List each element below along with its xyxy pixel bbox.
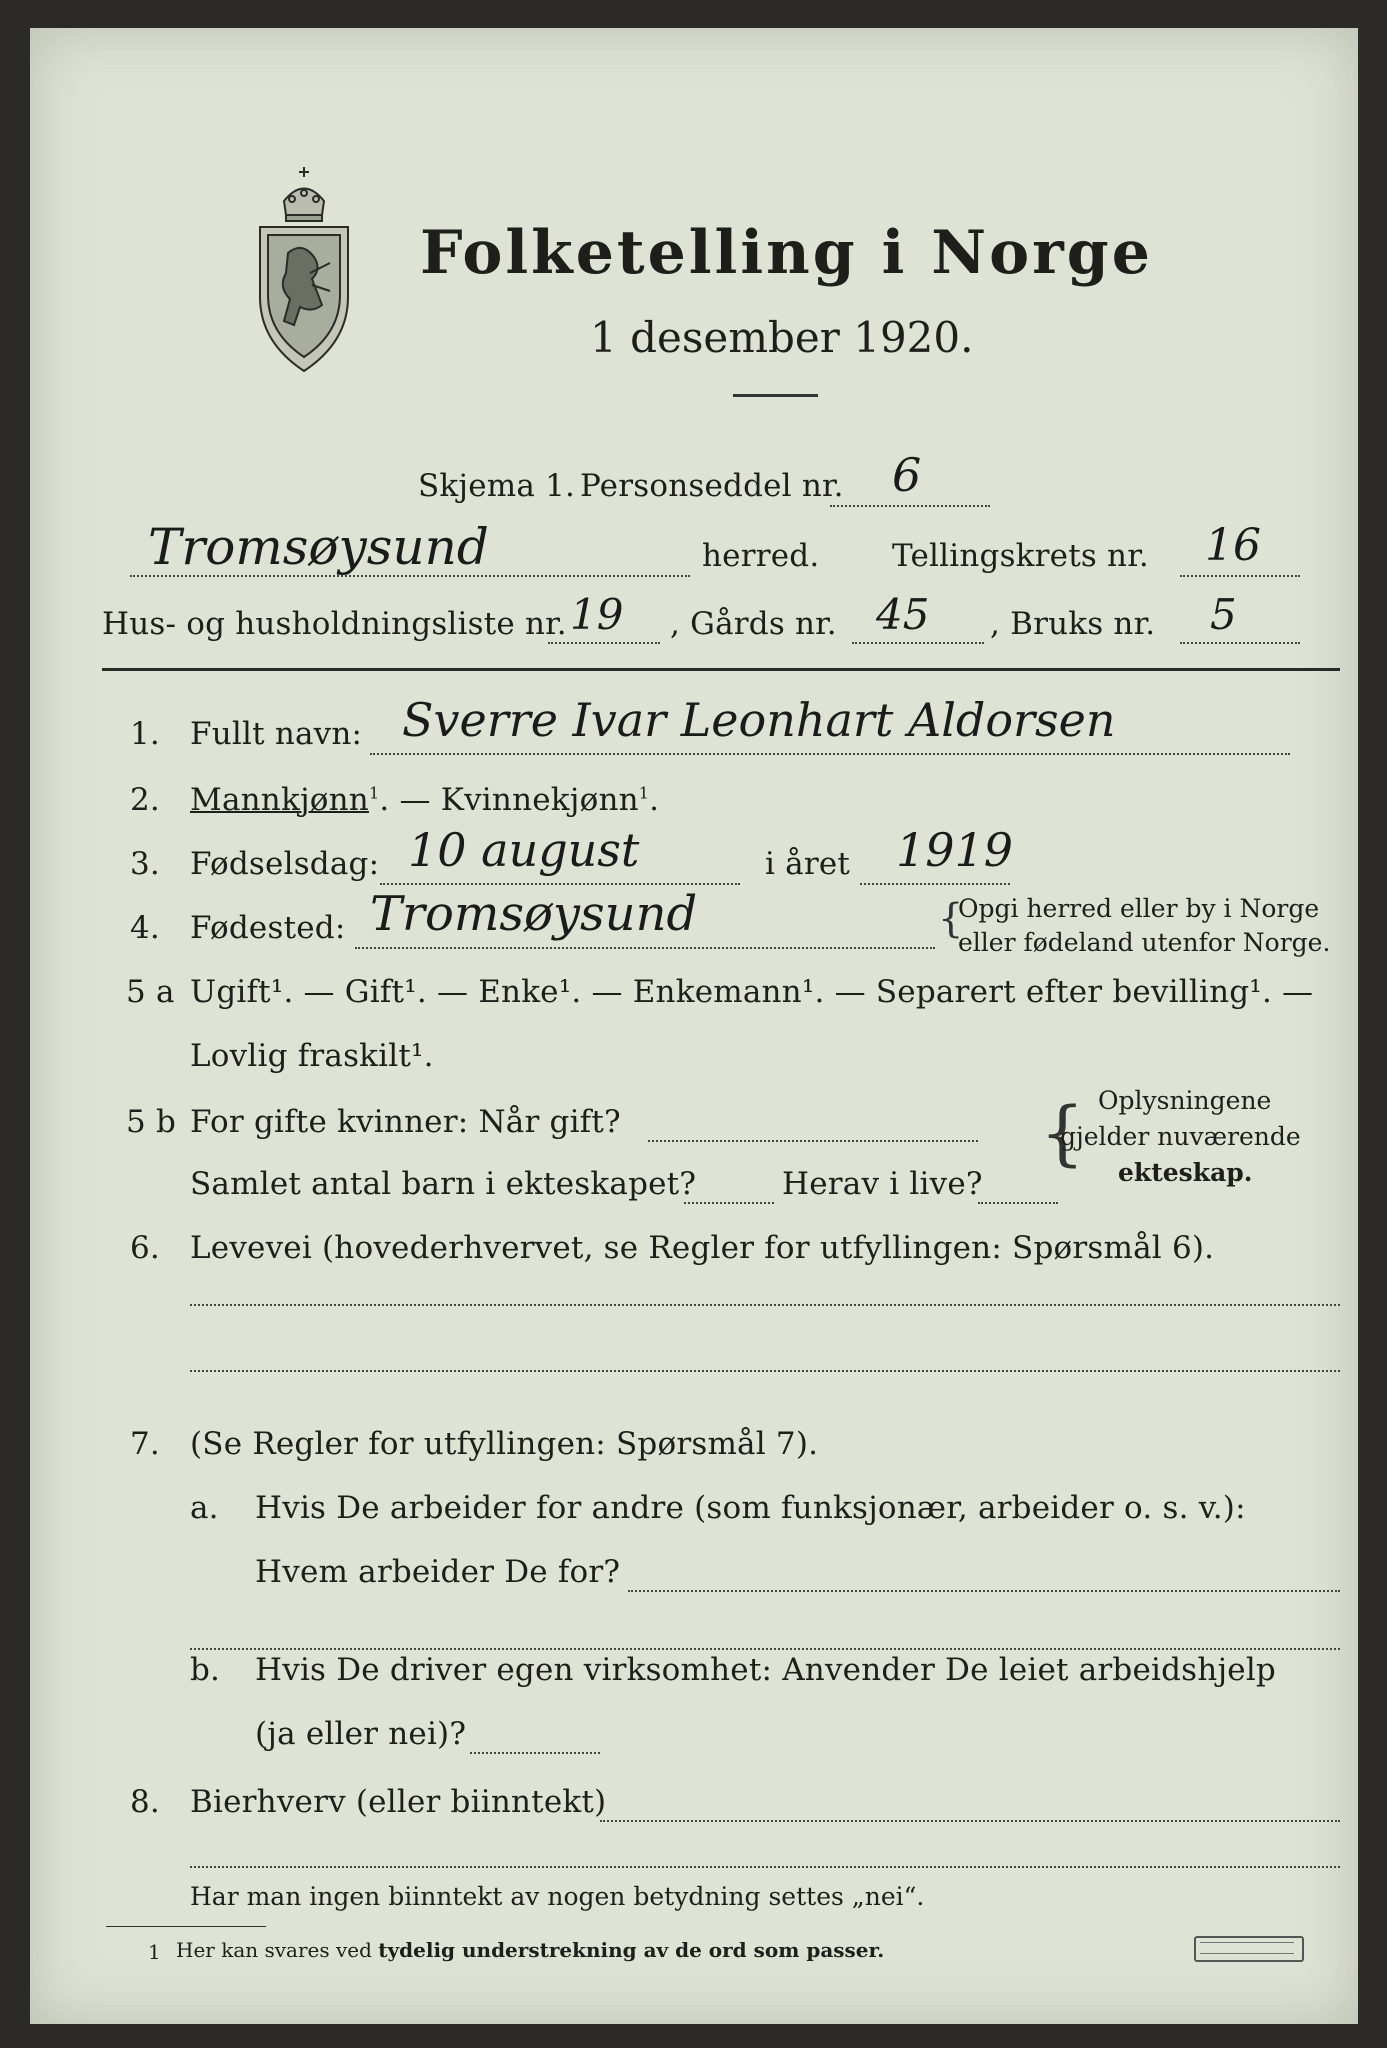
form-title: Folketelling i Norge (420, 218, 1153, 288)
q8-line-1 (600, 1820, 1340, 1822)
personseddel-line (830, 505, 990, 507)
footnote-divider (106, 1926, 266, 1927)
q5b-note-3: ekteskap. (1118, 1158, 1253, 1187)
bruks-line (1180, 642, 1300, 644)
schema-label: Skjema 1. (418, 468, 576, 504)
tellingskrets-line (1180, 575, 1300, 577)
footnote-ref: 1 (368, 783, 380, 803)
footnote-plain: Her kan svares ved (176, 1938, 372, 1962)
q7-number: 7. (130, 1426, 160, 1462)
printer-stamp (1194, 1936, 1304, 1962)
personseddel-value[interactable]: 6 (892, 448, 922, 502)
q1-label: Fullt navn: (190, 716, 363, 752)
husliste-line (548, 642, 660, 644)
q6-label: Levevei (hovederhvervet, se Regler for utfyllingen: Spørsmål 6). (190, 1230, 1215, 1266)
q5b-alive-line (978, 1202, 1058, 1204)
footnote-text (176, 1938, 884, 1962)
q6-number: 6. (130, 1230, 160, 1266)
q4-brace: { (938, 896, 964, 942)
q5b-children-label: Samlet antal barn i ekteskapet? (190, 1166, 697, 1202)
q5b-label: For gifte kvinner: Når gift? (190, 1104, 621, 1140)
q7a-line-1 (628, 1590, 1340, 1592)
q7a-text-2: Hvem arbeider De for? (255, 1554, 621, 1590)
q8-line-2 (190, 1866, 1340, 1868)
q4-line (355, 947, 935, 949)
title-divider (733, 394, 818, 397)
q4-number: 4. (130, 910, 160, 946)
personseddel-label: Personseddel nr. (580, 468, 844, 504)
section-divider (102, 668, 1340, 671)
q5b-note-1: Oplysningene (1098, 1086, 1272, 1115)
q5b-children-line (684, 1202, 774, 1204)
gards-line (852, 642, 984, 644)
census-date: 1 desember 1920. (590, 313, 974, 362)
birthday-value[interactable]: 10 august (408, 823, 640, 877)
q5a-number: 5 a (126, 974, 175, 1010)
q7a-line-2 (190, 1648, 1340, 1650)
herred-label: herred. (702, 538, 820, 574)
bruks-label: , Bruks nr. (990, 606, 1156, 642)
q4-note-2: eller fødeland utenfor Norge. (958, 928, 1331, 957)
q7a-number: a. (190, 1490, 219, 1526)
female-option[interactable]: Kvinnekjønn (440, 782, 639, 818)
q3-year-label: i året (765, 846, 851, 882)
q5b-married-line (648, 1140, 978, 1142)
male-option[interactable]: Mannkjønn (190, 782, 369, 818)
tellingskrets-value[interactable]: 16 (1205, 520, 1261, 571)
q2-separator: . — (379, 782, 441, 818)
tellingskrets-label: Tellingskrets nr. (892, 538, 1149, 574)
footnote-bold: tydelig understrekning av de ord som passer. (378, 1938, 885, 1962)
biinntekt-note: Har man ingen biinntekt av nogen betydning settes „nei“. (190, 1882, 925, 1911)
birthplace-value[interactable]: Tromsøysund (370, 886, 698, 942)
q2-number: 2. (130, 782, 160, 818)
husliste-label: Hus- og husholdningsliste nr. (102, 606, 567, 642)
q3-label: Fødselsdag: (190, 846, 380, 882)
q2-end: . (649, 782, 660, 818)
q5b-alive-label: Herav i live? (782, 1166, 983, 1202)
q4-note-1: Opgi herred eller by i Norge (958, 894, 1320, 923)
q7b-text: Hvis De driver egen virksomhet: Anvender De leiet arbeidshjelp (255, 1652, 1276, 1688)
q5a-text: Ugift¹. — Gift¹. — Enke¹. — Enkemann¹. — Separert efter bevilling¹. — (190, 974, 1314, 1010)
q1-number: 1. (130, 716, 160, 752)
q5b-note-2: gjelder nuværende (1060, 1122, 1301, 1151)
q7b-line (470, 1752, 600, 1754)
coat-of-arms-icon (254, 161, 354, 386)
gards-label: , Gårds nr. (670, 606, 837, 642)
birth-year-value[interactable]: 1919 (896, 823, 1014, 877)
q6-line-2 (190, 1370, 1340, 1372)
husliste-value[interactable]: 19 (570, 590, 624, 639)
q8-number: 8. (130, 1784, 160, 1820)
gards-value[interactable]: 45 (876, 590, 930, 639)
q6-line-1 (190, 1304, 1340, 1306)
q4-label: Fødested: (190, 910, 346, 946)
full-name-value[interactable]: Sverre Ivar Leonhart Aldorsen (402, 693, 1116, 747)
q5a-text-2: Lovlig fraskilt¹. (190, 1038, 434, 1074)
q7a-text: Hvis De arbeider for andre (som funksjonær, arbeider o. s. v.): (255, 1490, 1246, 1526)
q7b-number: b. (190, 1652, 221, 1688)
q5b-number: 5 b (126, 1104, 177, 1140)
q7b-text-2: (ja eller nei)? (255, 1716, 467, 1752)
q7-label: (Se Regler for utfyllingen: Spørsmål 7). (190, 1426, 819, 1462)
q1-line (370, 753, 1290, 755)
herred-line (130, 575, 690, 577)
q3-year-line (860, 883, 1010, 885)
herred-value[interactable]: Tromsøysund (148, 518, 489, 576)
footnote-ref: 1 (638, 783, 650, 803)
census-form-sheet (30, 28, 1358, 2024)
q3-line (380, 883, 740, 885)
q3-number: 3. (130, 846, 160, 882)
q8-label: Bierhverv (eller biinntekt) (190, 1784, 607, 1820)
bruks-value[interactable]: 5 (1210, 590, 1237, 639)
q2-line-text (190, 782, 659, 818)
footnote-marker: 1 (148, 1940, 161, 1964)
q5b-brace: { (1040, 1092, 1085, 1174)
